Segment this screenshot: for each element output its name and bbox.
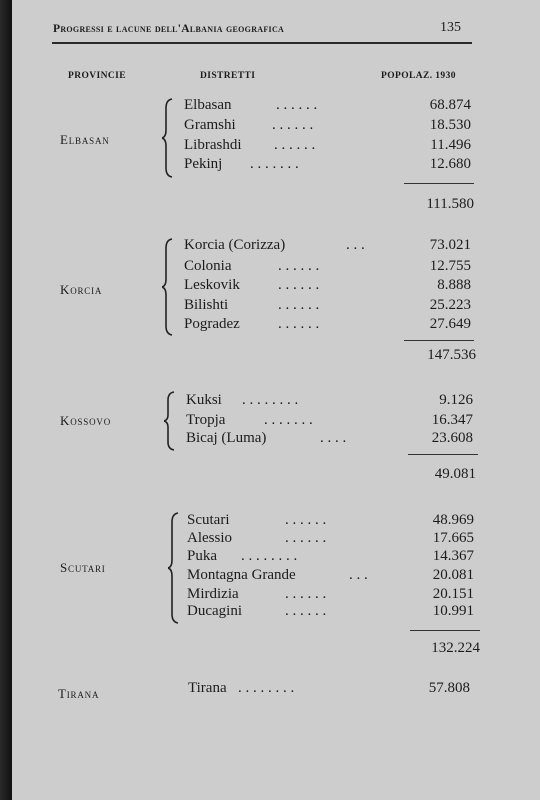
header-rule [52,42,472,44]
population-value: 20.081 [432,567,474,583]
dot-leader: . . . . . . . [250,156,299,172]
district-row [184,314,471,334]
district-row [187,565,474,585]
population-value: 14.367 [432,548,474,564]
dot-leader: . . . . . . [278,316,320,332]
brace [162,238,174,336]
province-total: 132.224 [431,640,480,656]
dot-leader: . . . . . . . . [242,392,299,408]
dot-leader: . . . . . . [276,97,318,113]
district-row [184,235,471,255]
district-row [184,95,471,115]
district-name: Mirdizia [187,586,239,602]
page-edge-shadow [0,0,12,800]
district-name: Kuksi [186,392,222,408]
district-row [186,428,473,448]
population-value: 48.969 [432,512,474,528]
population-value: 16.347 [431,412,473,428]
population-value: 17.665 [432,530,474,546]
district-row [186,410,473,430]
population-value: 73.021 [429,237,471,253]
dot-leader: . . . . . . . [264,412,313,428]
district-row [184,256,471,276]
district-name: Bilishti [184,297,229,313]
province-total: 111.580 [426,196,474,212]
population-value: 68.874 [429,97,471,113]
district-row [187,601,474,621]
province-name: Kossovo [60,413,111,428]
dot-leader: . . . . . . [278,258,320,274]
district-name: Montagna Grande [187,567,296,583]
province-total: 147.536 [427,347,476,363]
population-value: 12.680 [429,156,471,172]
district-row [186,390,473,410]
running-title: Progressi e lacune dell'Albania geografica [53,23,285,35]
dot-leader: . . . . . . [278,297,320,313]
population-value: 25.223 [429,297,471,313]
district-name: Gramshi [184,117,236,133]
column-header-province: PROVINCIE [68,71,126,81]
dot-leader: . . . . . . [274,137,316,153]
district-name: Pogradez [184,316,240,332]
dot-leader: . . . . . . [278,277,320,293]
book-page [12,0,540,800]
district-row [184,295,471,315]
brace [168,512,180,624]
district-name: Colonia [184,258,232,274]
population-value: 10.991 [432,603,474,619]
district-name: Ducagini [187,603,242,619]
province-name: Scutari [60,560,106,575]
province-name: Korcia [60,282,103,297]
district-name: Pekinj [184,156,223,172]
district-row [187,510,474,530]
dot-leader: . . . [346,237,365,253]
population-value: 20.151 [432,586,474,602]
province-total: 49.081 [434,466,476,482]
district-name: Librashdi [184,137,242,153]
district-name: Elbasan [184,97,232,113]
population-value: 57.808 [428,680,470,696]
dot-leader: . . . . . . [285,530,327,546]
district-row [188,678,470,698]
district-row [184,275,471,295]
province-name: Elbasan [60,132,110,147]
population-value: 27.649 [429,316,471,332]
district-row [184,154,471,174]
district-row [184,135,471,155]
district-name: Scutari [187,512,230,528]
subtotal-rule [404,340,474,341]
district-name: Leskovik [184,277,240,293]
district-row [184,115,471,135]
district-name: Alessio [187,530,232,546]
dot-leader: . . . . . . . . [238,680,295,696]
population-value: 11.496 [430,137,471,153]
district-name: Bicaj (Luma) [186,430,267,446]
brace [162,98,174,178]
district-name: Tropja [186,412,226,428]
dot-leader: . . . . . . [285,512,327,528]
population-value: 8.888 [437,277,471,293]
district-name: Korcia (Corizza) [184,237,286,253]
column-header-district: DISTRETTI [200,71,256,81]
population-value: 9.126 [439,392,473,408]
district-name: Tirana [188,680,227,696]
page-number: 135 [440,20,461,35]
population-value: 18.530 [429,117,471,133]
dot-leader: . . . . . . [285,603,327,619]
population-value: 12.755 [429,258,471,274]
district-name: Puka [187,548,217,564]
population-value: 23.608 [431,430,473,446]
subtotal-rule [408,454,478,455]
subtotal-rule [404,183,474,184]
dot-leader: . . . . . . . . [241,548,298,564]
subtotal-rule [410,630,480,631]
district-row [187,528,474,548]
province-name: Tirana [58,686,100,701]
dot-leader: . . . . . . [285,586,327,602]
dot-leader: . . . . . . [272,117,314,133]
column-header-population: POPOLAZ. 1930 [381,71,456,81]
brace [164,391,176,451]
dot-leader: . . . . [320,430,347,446]
district-row [187,546,474,566]
dot-leader: . . . [349,567,368,583]
